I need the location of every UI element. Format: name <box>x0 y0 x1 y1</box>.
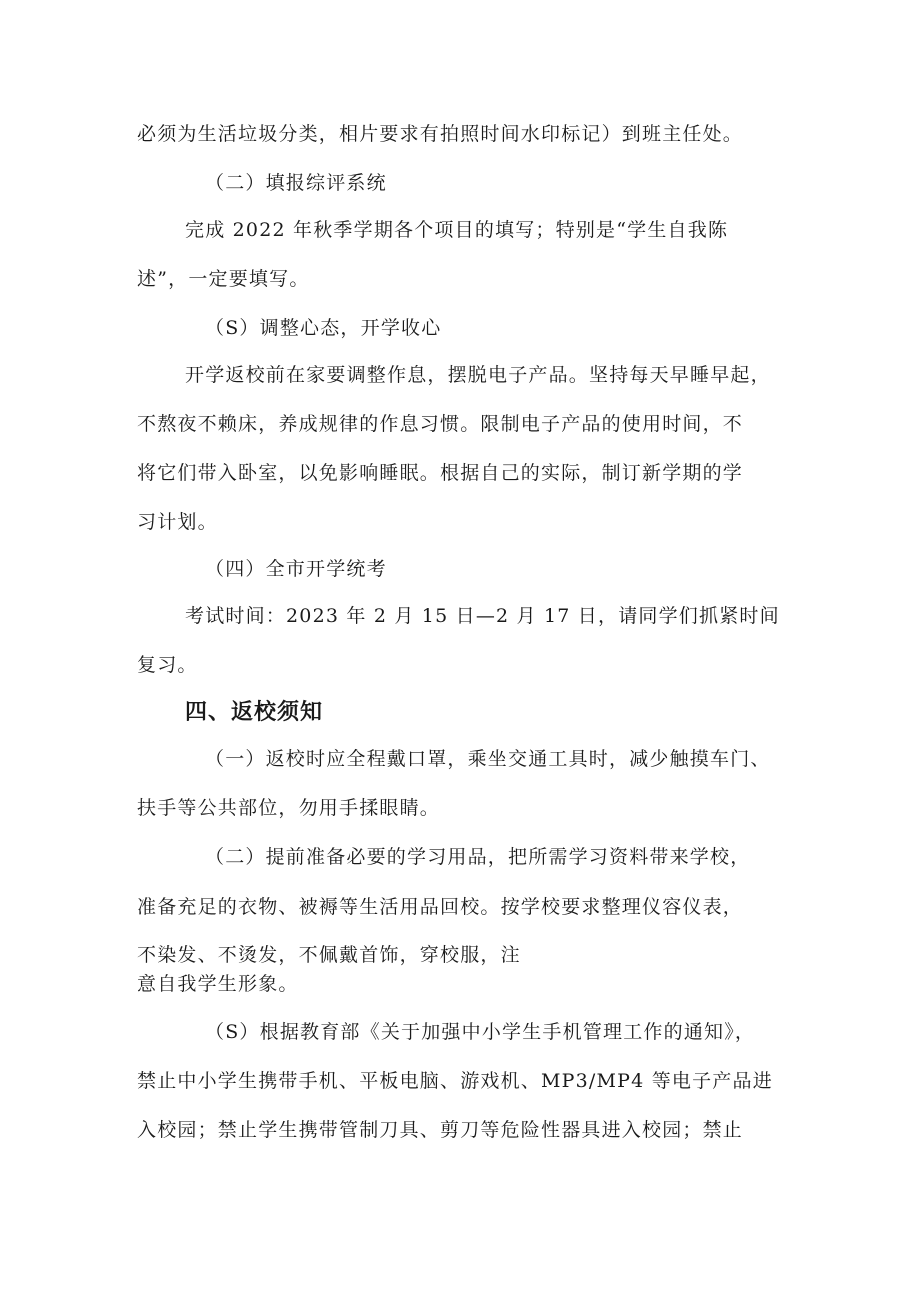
subheading-fill-system: （二）填报综评系统 <box>205 172 387 194</box>
subheading-adjust-mindset: （S）调整心态，开学收心 <box>205 317 442 339</box>
paragraph-line: 完成 2022 年秋季学期各个项目的填写；特别是“学生自我陈 <box>185 219 729 241</box>
paragraph-line: 意自我学生形象。 <box>137 973 299 995</box>
paragraph-line: 习计划。 <box>137 511 218 533</box>
paragraph-line: 禁止中小学生携带手机、平板电脑、游戏机、MP3/MP4 等电子产品进 <box>137 1070 773 1092</box>
paragraph-line: （二）提前准备必要的学习用品，把所需学习资料带来学校， <box>205 846 751 868</box>
section-heading-return-notice: 四、返校须知 <box>185 700 324 725</box>
subheading-city-exam: （四）全市开学统考 <box>205 558 387 580</box>
paragraph-line: （一）返校时应全程戴口罩，乘坐交通工具时，减少触摸车门、 <box>205 748 771 770</box>
paragraph-line: 扶手等公共部位，勿用手揉眼睛。 <box>137 797 441 819</box>
paragraph-line: 复习。 <box>137 654 198 676</box>
paragraph-line: 不染发、不烫发，不佩戴首饰，穿校服，注 <box>137 944 521 966</box>
paragraph-line: 将它们带入卧室，以免影响睡眠。根据自己的实际，制订新学期的学 <box>137 462 744 484</box>
paragraph-line: 考试时间：2023 年 2 月 15 日—2 月 17 日，请同学们抓紧时间 <box>185 605 780 627</box>
paragraph-line: （S）根据教育部《关于加强中小学生手机管理工作的通知》， <box>205 1021 756 1043</box>
paragraph-line: 述”，一定要填写。 <box>137 268 310 290</box>
paragraph-line: 准备充足的衣物、被褥等生活用品回校。按学校要求整理仪容仪表， <box>137 896 744 918</box>
paragraph-line: 入校园；禁止学生携带管制刀具、剪刀等危险性器具进入校园；禁止 <box>137 1119 744 1141</box>
paragraph-line: 不熬夜不赖床，养成规律的作息习惯。限制电子产品的使用时间，不 <box>137 413 744 435</box>
paragraph-line: 开学返校前在家要调整作息，摆脱电子产品。坚持每天早睡早起， <box>185 364 771 386</box>
paragraph-line: 必须为生活垃圾分类，相片要求有拍照时间水印标记）到班主任处。 <box>137 123 744 145</box>
